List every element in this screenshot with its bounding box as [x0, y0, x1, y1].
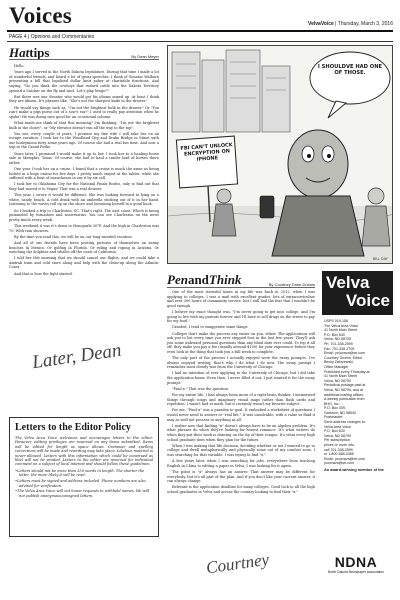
penandthink-paragraph: I had no intention of ever applying to the University of Chicago, but I did take the application home. Even then, I never filled it out. I just wanted it for the essay prompt. — [167, 371, 315, 385]
sidebar-info-line: Send address changes to: — [324, 420, 366, 425]
sidebar-info-line: call 701-338-2599 — [324, 447, 353, 452]
hattips-paragraph: I took her to Oklahoma City for the National Finals Rodeo, only to find out that they had moved it to Vegas! That was a real downer. — [9, 182, 159, 191]
hattips-paragraph: But there was one Senator who would get his idioms mixed up. At least I think they are idioms. It's phrases like, "She's not the sharpest knife in the drawer." — [9, 94, 159, 104]
sidebar-award: An award-winning member of the — [324, 468, 384, 472]
hattips-body — [9, 64, 159, 278]
penandthink-paragraph: I believe my exact thought was, "I'm never going to get into college, and I'm going to live with my parents forever and I'll have to sell drugs on the street to pay for my food." — [167, 309, 315, 324]
sidebar-info-line: Per subscription — [324, 438, 350, 443]
guideline-item: • Letters should not be more than 350 words in length. The shorter the letter, the more likely it will be read. — [15, 469, 153, 478]
sidebar-info-line: Email: yourvava@srt.com — [324, 456, 365, 461]
pen-title-a: Pen — [167, 272, 188, 287]
penandthink-paragraph: Granted, I tend to exaggerate some things. — [172, 325, 249, 330]
letters-heading: Letters to the Editor Policy — [15, 422, 131, 433]
hattips-rule — [9, 59, 159, 60]
cartoon-credit: BILL DAY — [373, 257, 388, 261]
publication-sidebar — [322, 271, 393, 473]
hattips-paragraph: Hello, — [14, 64, 25, 68]
hattips-paragraph: You see, every couple of years, I promise my fine wife I will take her on an escape vacation. I took her to the Woodland City and Drake Bridge in Minot with our honeymoon forty some years ago. Of course she had a real fun time. And now a trip to the Grand Forks. — [9, 131, 159, 150]
sidebar-info-line: 41 North Main Street — [324, 374, 358, 379]
sidebar-info-line: Email: yourvava@srt.com — [324, 351, 365, 356]
sidebar-info-line: P.O. Box 630 — [324, 332, 345, 337]
sidebar-info — [322, 315, 393, 466]
masthead-thin-rule — [7, 41, 393, 42]
masthead-rule — [7, 30, 393, 32]
sidebar-info-line: BHG, Inc. — [324, 401, 340, 406]
hattips-paragraph: This year, I swore it would be different. She was looking forward to lying on a white, sandy beach. A cold drink with an umbrella sticking out of it in her hand. Listening to the waves roll up on the shore and loosening herself in a good book. — [9, 193, 159, 207]
letters-policy-box — [9, 417, 159, 537]
brand-line-1: Velva — [326, 273, 370, 292]
hattips-paragraph: And that is how the fight started. — [14, 271, 73, 276]
penandthink-byline: By Courtney Duke-Dubois — [268, 282, 315, 287]
sidebar-info-line: Fax: 701-338-2705 — [324, 346, 355, 351]
cartoon-speech-bubble: I SHOULDVE HAD ONE OF THOSE. — [317, 64, 383, 77]
sidebar-info-line: 41 North Main Street — [324, 328, 358, 333]
penandthink-signature: Courtney — [204, 549, 271, 578]
sidebar-info-line: Velva, ND 58790 — [324, 378, 351, 383]
sidebar-info-line: Periodical postage paid at — [324, 383, 366, 388]
sidebar-info-line: Velva Area Voice — [324, 424, 351, 429]
hattips-paragraph: One year I took her on a cruise. I found that a cruise is much the same as being locked in a huge casino for five days. I pretty much stayed at the tables, while she suffered with a bout of seasickness in our 6 by six cell. — [9, 167, 159, 181]
penandthink-paragraph: One of the most stressful times in my life was back in 2012, when I was applying to colleges. I was a mail with excellent grades, lots of extracurriculars and over 300 hours of community service, but I still had the fear that I wouldn't be good enough. — [167, 290, 315, 308]
sidebar-info-line: Garrison, ND 58540 — [324, 410, 356, 415]
hattips-paragraph: And all of our friends have been posting pictures of themselves on sunny beaches in Mexico. Or golfing in Florida. Or riding and roping in Arizona. Or watching the dolphins and whales off the coast of California. — [9, 240, 159, 255]
sidebar-info-line: USPS 019-156 — [324, 319, 348, 323]
sidebar-info-line: Ph: 701-338-2599 — [324, 341, 353, 346]
sidebar-info-line: Velva, ND 58790 — [324, 433, 351, 438]
ndna-caption: North Dakota Newspaper Association — [327, 570, 385, 574]
hattips-paragraph: What made me think of that this morning? I'm thinking, "I'm not the brightest bulb in the closet", or "My elevator doesn't run all the way to the top". — [9, 120, 159, 130]
letters-guidelines — [15, 469, 153, 498]
penandthink-paragraph: For me, "Find x" was a paradox to goal. It embodied a worksheet of questions I would never need to answer or "real life." It was unsolvable, with a value so fluid it may as well not possess to anything at all. — [167, 408, 315, 422]
sidebar-info-line: P.O. Box 309, — [324, 406, 346, 411]
hattips-paragraph: Years later, I promised I would make it up to her. I took her to a hauling horse sale in Memphis, Texas. Of course, she had to haul a trailer load of horses there either. — [9, 151, 159, 165]
hattips-signature: Later, Dean — [30, 339, 123, 374]
guideline-item: • The Velva Area Voice will not honor requests to withhold names. We will not publish anonymous/unsigned letters. — [15, 489, 153, 498]
sidebar-info-line: Courtney Givens, Editor — [324, 355, 363, 360]
sidebar-info-line: Velva, ND 58790, and at — [324, 387, 363, 392]
dateline: VelvaVoice | Thursday, March 3, 2016 — [308, 21, 393, 27]
pen-title-c: Think — [208, 272, 242, 287]
paper-name-suffix: Voice — [320, 21, 334, 27]
section-title: Voices — [9, 3, 72, 28]
paper-name: Velva — [308, 21, 321, 27]
sidebar-info-line: P.O. Box 630 — [324, 429, 345, 434]
penandthink-paragraph: I realize now that finding "x" doesn't always have to be an algebra problem. It's what phrases do when they're looking for honest romance. It's what writers do when they put their work is dancing on the tip of their tongue. It's what every high school graduate does when they plan for the future. — [167, 423, 315, 442]
hattips-byline: By Dean Meyer — [131, 54, 159, 59]
sidebar-info-line: Velva, ND 58790 — [324, 337, 351, 342]
hattips-paragraph: So I booked a trip to Charleston, SC. That's right. The east coast. Which is being pummeled by tornadoes and snowstorms. You can see Charleston on the news pretty much every week. — [9, 208, 159, 222]
sidebar-info-line: or 1-800-658-3485 — [324, 452, 354, 457]
sidebar-info-line: A weekly publication from — [324, 397, 365, 402]
penandthink-paragraph: "Find x." That was the question. — [172, 386, 229, 391]
sidebar-info-line: prices or more info, — [324, 443, 355, 448]
cartoon-protest-sign: FBI CAN'T UNLOCK ENCRYPTION ON iPHONE — [180, 142, 233, 164]
sidebar-info-line: The Velva Area Voice — [324, 323, 359, 328]
hattips-title-b: tips — [29, 45, 50, 60]
penandthink-paragraph: A few years later, when I was searching for jobs, everywhere from teaching English in China to editing a paper in Velva, I was looking for it again. — [167, 459, 315, 468]
ndna-logo — [326, 544, 386, 588]
pen-title-b: and — [187, 272, 209, 287]
penandthink-rule — [167, 287, 315, 288]
penandthink-paragraph: Relevant is the application deadline for many colleges. Good luck to all the high school graduates in Velva and across the country looking to find their "x." — [167, 485, 315, 494]
sidebar-info-line: Postmaster: — [324, 415, 344, 420]
page-line: PAGE 4 | Opinions and Commentaries — [9, 34, 95, 40]
hattips-paragraph: By the time you read this, we will be on our long-awaited vacation. — [14, 234, 133, 239]
penandthink-body — [167, 290, 315, 496]
editorial-cartoon — [167, 45, 393, 264]
hattips-paragraph: This weekend it was it's down to Honoparle 30°F. And the high in Charleston was 70. With rain showers. — [9, 223, 159, 233]
brand-line-2: Voice — [345, 291, 390, 310]
sidebar-brand-logo — [322, 271, 393, 315]
sidebar-info-line: Published every Thursday at — [324, 369, 370, 374]
hattips-title-a: Hat — [9, 45, 30, 60]
penandthink-paragraph: For my entire life, I had always been more of a right-brain thinker. I memorized things through songs and imaginary visual maps rather than flash cards and repetition. I wasn't bad at math, but it certainly wasn't my favorite subject. — [167, 393, 315, 407]
letters-intro: The Velva Area Voice welcomes and encourages letters to the editor. However, editing privileges are reserved on any items submitted. Items will be edited for length as space allows. Grammar and spelling corrections will be made and rewriting may take place. Libelous material is never allowed. Letters with this information which could be construed as libel will not be printed. Letters to the editor are reserved for individual comment on a subject of local interest and should follow these guidelines: — [15, 436, 153, 467]
ndna-logo-text: NDNA — [334, 554, 378, 570]
penandthink-paragraph: The only part of the process I actually enjoyed were the essay prompts. I've always enjoyed writing; that's why I do what I do now. The essay prompt I remember most clearly was from the University of Chicago. — [167, 356, 315, 370]
issue-date: Thursday, March 3, 2016 — [337, 21, 393, 27]
penandthink-paragraph: The point is "x" always has an answer. That answer may be different for everybody, but it's all part of the plan. And if you don't like your current answer, it can always change. — [167, 469, 315, 484]
hattips-paragraph: He would say things such as, "I'm not the brightest bulb in the drawer." Or "You can't make a pigs purse out of a sow's ear!" I used to really pay attention when he spoke! He was doing sure good for an occasional column. — [9, 105, 159, 119]
guideline-item: • Letters must be signed and address included. Phone numbers are also advised for verification. — [15, 479, 153, 488]
hattips-paragraph: Years ago I served in the North Dakota legislature. During that time I made a lot of wonderful friends, and heard a lot of great speeches. I think of Senator Walborn presenting a bill that legalized dollar limit poker at charitable functions. And saying, "Do you think the cowboys that rushed cattle into the Dakota Territory opened a Snicker on the fly and said, 'Let's play bingo?'" — [9, 70, 159, 93]
sidebar-info-line: Becky Zakrzewski, — [324, 360, 354, 365]
penandthink-paragraph: When I was making that life decision, deciding whether or not I wanted to go to college and dwell metaphorically and physically some out of my comfort zone, I was searching for that variable. I was trying to find "x." — [167, 443, 315, 457]
sidebar-info-line: yourvava@srt.com — [324, 461, 355, 466]
sidebar-info-line: Office Manager — [324, 364, 349, 369]
penandthink-paragraph: Colleges don't make the process any easier on you, either. The applications will ask you to list every time you ever stepped foot in the last few years. They'll ask you some awkward personal questions than any blind date ever could. To top it all off, they make you pay a fee (usually around $100) for your experience before they even look at the thing that took you a full week to complete. — [167, 331, 315, 354]
hattips-paragraph: I told her this morning that we should cancel our flights, and we could take a Amtrak train and cold store along and help with the clean-up along the Atlantic Coast. — [9, 256, 159, 270]
sidebar-info-line: additional mailing offices. — [324, 392, 365, 397]
